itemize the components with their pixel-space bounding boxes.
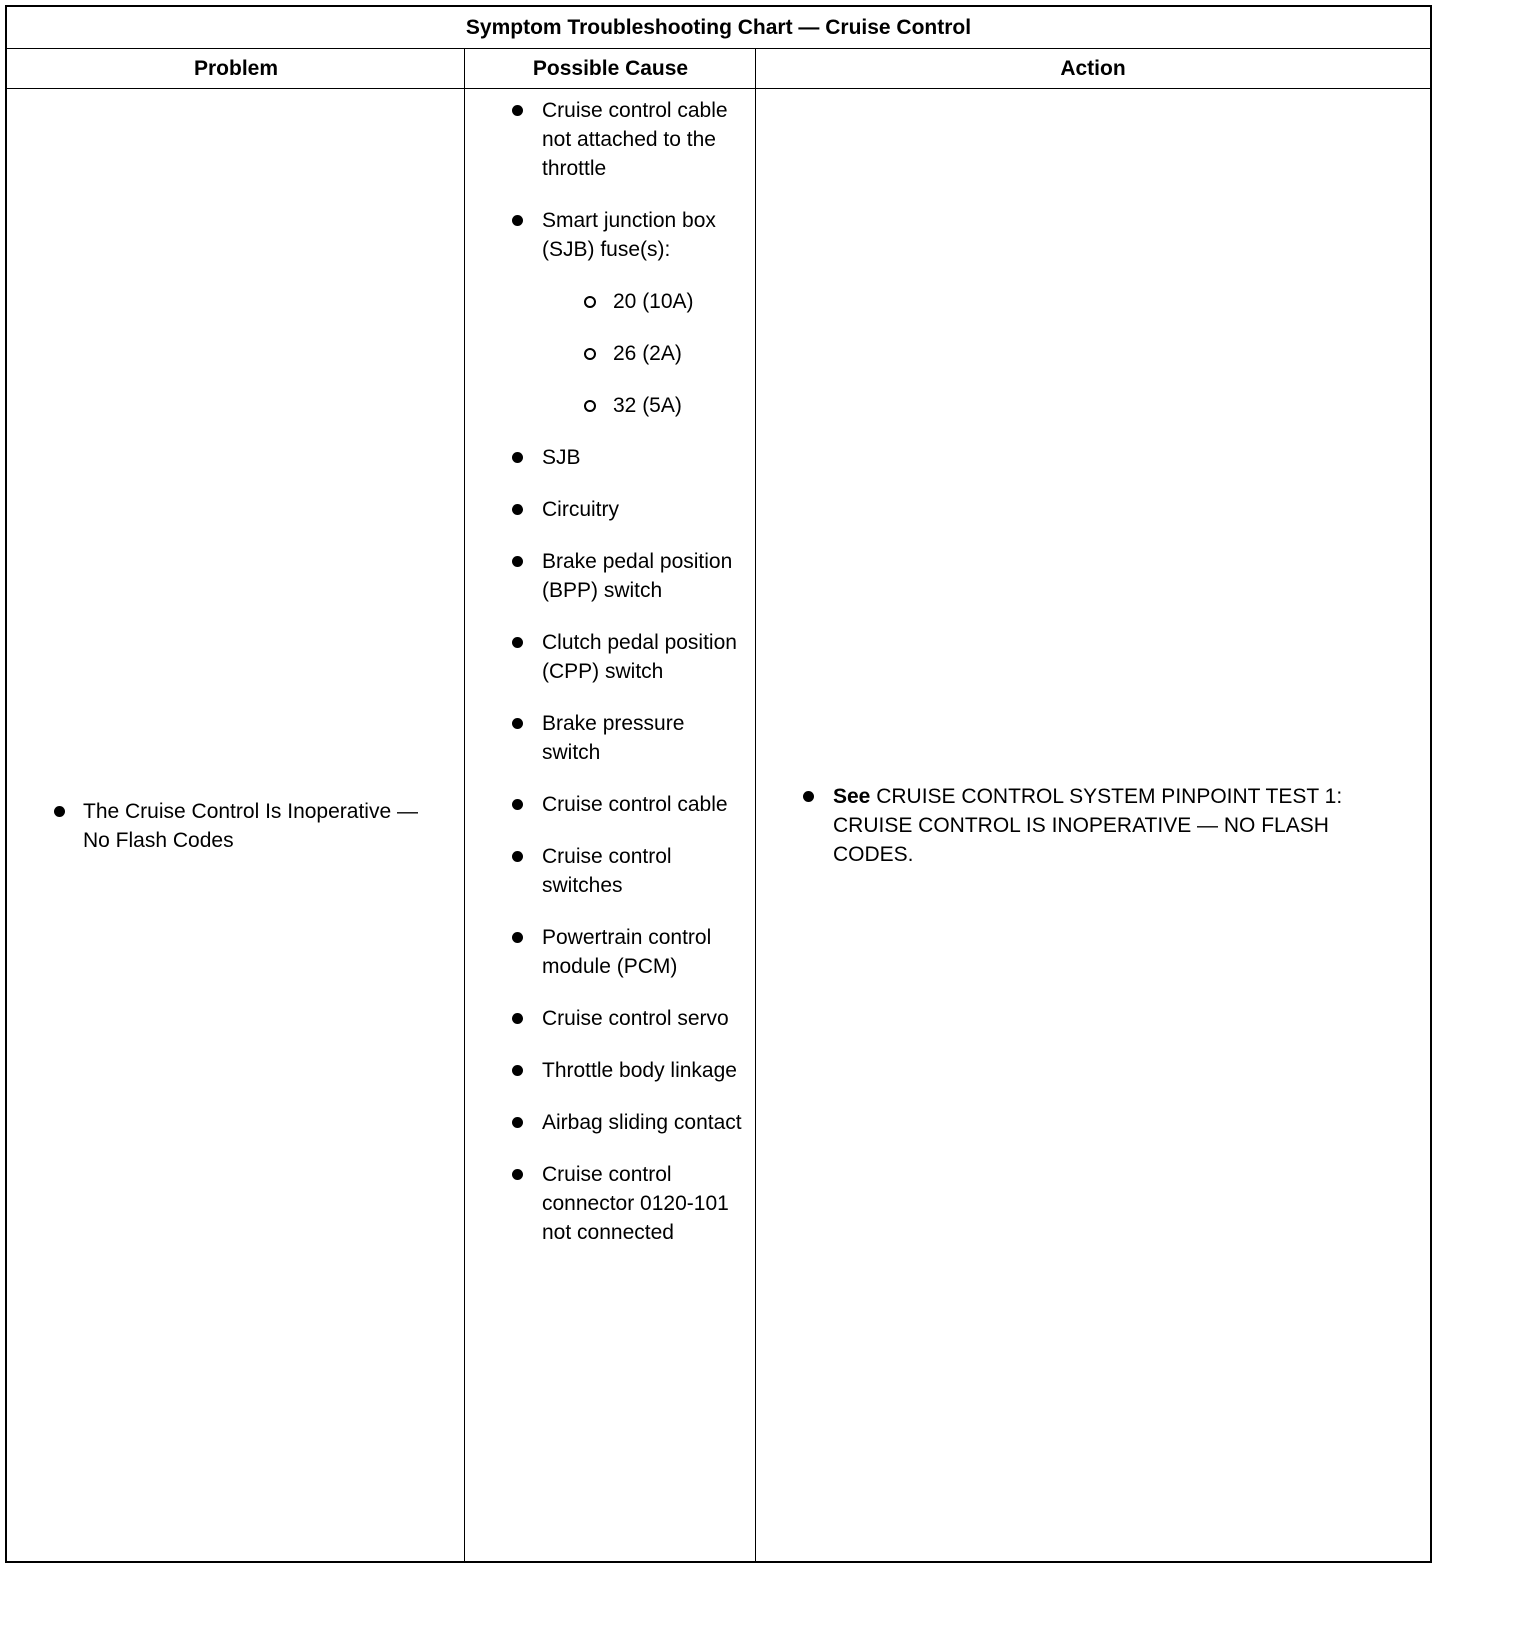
list-item — [542, 628, 742, 686]
bullet-icon — [512, 851, 523, 862]
list-item — [542, 923, 742, 981]
problem-text: The Cruise Control Is Inoperative — No Flash Codes — [83, 800, 418, 852]
bullet-icon — [512, 637, 523, 648]
cause-text: Cruise control cable — [542, 793, 728, 816]
fuse-text: 32 (5A) — [613, 394, 682, 417]
bullet-icon — [512, 718, 523, 729]
list-item — [542, 96, 742, 183]
cause-text: Cruise control switches — [542, 845, 672, 897]
list-item — [542, 443, 742, 472]
list-item — [542, 1160, 742, 1247]
chart-title: Symptom Troubleshooting Chart — Cruise Control — [7, 7, 1430, 49]
list-item — [542, 709, 742, 767]
cause-text: Circuitry — [542, 498, 619, 521]
header-action: Action — [1060, 56, 1126, 80]
action-cell — [756, 89, 1430, 1561]
bullet-icon — [512, 1065, 523, 1076]
bullet-icon — [54, 806, 65, 817]
header-problem: Problem — [193, 56, 279, 80]
header-possible-cause: Possible Cause — [532, 56, 689, 80]
list-item — [542, 842, 742, 900]
list-item — [542, 547, 742, 605]
problem-item — [83, 797, 443, 855]
action-lead: See — [833, 785, 871, 808]
sub-list-item — [613, 391, 703, 420]
cause-text: Cruise control connector 0120-101 not connected — [542, 1163, 729, 1244]
possible-cause-cell — [465, 89, 756, 1561]
list-item — [542, 790, 742, 819]
cause-text: Smart junction box (SJB) fuse(s): — [542, 209, 716, 261]
list-item — [542, 1108, 742, 1137]
bullet-icon — [512, 556, 523, 567]
bullet-icon — [512, 215, 523, 226]
bullet-icon — [512, 504, 523, 515]
hollow-bullet-icon — [584, 348, 596, 360]
sub-list-item — [613, 287, 703, 316]
table-row — [7, 89, 1430, 1561]
action-item — [833, 782, 1393, 869]
bullet-icon — [512, 1169, 523, 1180]
bullet-icon — [512, 105, 523, 116]
bullet-icon — [512, 932, 523, 943]
cause-text: Brake pressure switch — [542, 712, 685, 764]
list-item — [542, 495, 742, 524]
list-item — [542, 206, 742, 420]
cause-text: Powertrain control module (PCM) — [542, 926, 712, 978]
bullet-icon — [512, 452, 523, 463]
bullet-icon — [512, 1117, 523, 1128]
cause-text: Airbag sliding contact — [542, 1111, 742, 1134]
list-item — [542, 1004, 742, 1033]
bullet-icon — [512, 799, 523, 810]
action-text[interactable]: CRUISE CONTROL SYSTEM PINPOINT TEST 1: CRUISE CONTROL IS INOPERATIVE — NO FLASH CODES. — [833, 785, 1343, 866]
cause-text: Throttle body linkage — [542, 1059, 737, 1082]
sub-list-item — [613, 339, 703, 368]
cause-text: Cruise control servo — [542, 1007, 729, 1030]
troubleshooting-chart — [5, 5, 1432, 1563]
bullet-icon — [512, 1013, 523, 1024]
list-item — [542, 1056, 742, 1085]
hollow-bullet-icon — [584, 400, 596, 412]
hollow-bullet-icon — [584, 296, 596, 308]
cause-text: Clutch pedal position (CPP) switch — [542, 631, 737, 683]
fuse-text: 26 (2A) — [613, 342, 682, 365]
cause-text: Cruise control cable not attached to the throttle — [542, 99, 728, 180]
bullet-icon — [803, 791, 814, 802]
cause-text: Brake pedal position (BPP) switch — [542, 550, 733, 602]
fuse-sub-list — [613, 287, 742, 420]
cause-text: SJB — [542, 446, 581, 469]
problem-cell — [7, 89, 465, 1561]
header-row — [7, 49, 1430, 89]
cause-list — [542, 96, 742, 1247]
fuse-text: 20 (10A) — [613, 290, 694, 313]
